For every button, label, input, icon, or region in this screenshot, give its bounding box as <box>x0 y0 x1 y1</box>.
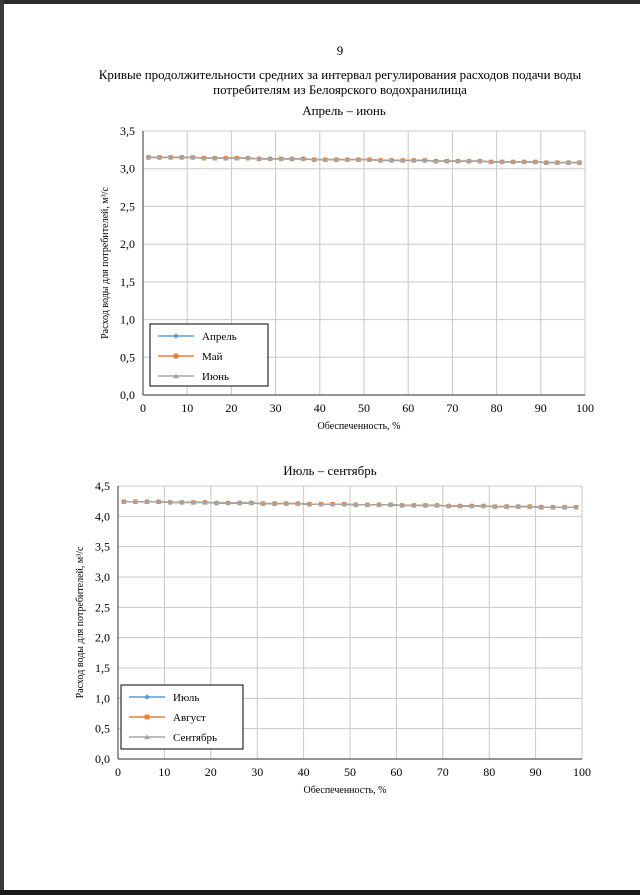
c1-x-tick-label: 50 <box>358 401 370 415</box>
c2-y-axis-label: Расход воды для потребителей, м³/с <box>75 546 86 699</box>
c1-y-tick-label: 1,0 <box>120 312 135 327</box>
c1-x-tick-label: 0 <box>140 401 146 415</box>
c1-x-tick-label: 30 <box>269 401 282 415</box>
c2-y-tick-label: 1,5 <box>95 661 110 675</box>
scan-border-top <box>0 0 640 4</box>
page-title <box>60 67 620 97</box>
c2-x-tick-label: 0 <box>115 765 121 779</box>
c1-y-axis-label: Расход воды для потребителей, м³/с <box>100 187 111 339</box>
c1-x-tick-label: 90 <box>534 401 547 415</box>
c2-y-tick-label: 0,5 <box>95 721 110 736</box>
c2-x-tick-label: 30 <box>251 765 264 779</box>
c2-legend-label: Июль <box>173 692 200 704</box>
c2-x-tick-label: 100 <box>573 765 591 779</box>
c1-y-tick-label: 3,5 <box>120 124 135 138</box>
c2-y-tick-label: 4,5 <box>95 479 110 493</box>
c1-x-tick-label: 70 <box>446 401 459 415</box>
c1-y-tick-label: 1,5 <box>120 274 135 289</box>
page-title-line-1: Кривые продолжительности средних за интервал регулирования расходов подачи воды <box>98 67 582 82</box>
c2-x-tick-label: 10 <box>158 765 171 779</box>
c1-y-tick-label: 0,0 <box>120 388 135 402</box>
c2-x-tick-label: 90 <box>529 765 542 779</box>
c2-y-tick-label: 0,0 <box>95 752 110 766</box>
c2-legend-label: Сентябрь <box>173 732 218 744</box>
c2-y-tick-label: 2,0 <box>95 630 110 645</box>
c1-x-tick-label: 10 <box>181 401 194 415</box>
page-title-line-2: потребителям из Белоярского водохранилища <box>213 82 467 97</box>
c1-y-tick-label: 2,5 <box>120 199 135 214</box>
c1-x-tick-label: 40 <box>313 401 326 415</box>
c1-x-tick-label: 60 <box>402 401 415 415</box>
c1-legend-label: Май <box>202 351 223 363</box>
c2-legend-label: Август <box>173 712 206 724</box>
c2-x-tick-label: 40 <box>297 765 310 779</box>
c2-x-tick-label: 70 <box>436 765 449 779</box>
c1-y-tick-label: 2,0 <box>120 237 135 252</box>
c2-x-tick-label: 80 <box>483 765 496 779</box>
c1-y-tick-label: 3,0 <box>120 161 135 176</box>
chart-july-september <box>0 460 640 800</box>
c2-x-tick-label: 20 <box>204 765 217 779</box>
scan-border-bottom <box>0 890 640 895</box>
c2-x-tick-label: 60 <box>390 765 403 779</box>
c2-y-tick-label: 4,0 <box>95 509 110 524</box>
chart-april-june <box>0 100 640 435</box>
c1-x-axis-label: Обеспеченность, % <box>317 421 401 432</box>
page-number: 9 <box>336 43 344 58</box>
c2-y-tick-label: 1,0 <box>95 691 110 706</box>
c2-y-tick-label: 3,0 <box>95 570 110 584</box>
c2-legend-marker <box>145 715 150 720</box>
c1-x-tick-label: 100 <box>576 401 594 415</box>
c2-y-tick-label: 3,5 <box>95 539 110 554</box>
c2-x-tick-label: 50 <box>344 765 356 779</box>
c1-y-tick-label: 0,5 <box>120 350 135 365</box>
c1-legend-label: Апрель <box>202 331 237 343</box>
c1-legend-marker <box>174 354 179 359</box>
c1-chart-title: Апрель – июнь <box>302 103 386 118</box>
c2-chart-title: Июль – сентябрь <box>283 463 377 478</box>
c1-x-tick-label: 20 <box>225 401 238 415</box>
c1-legend-label: Июнь <box>202 371 230 383</box>
c1-x-tick-label: 80 <box>490 401 503 415</box>
c2-y-tick-label: 2,5 <box>95 600 110 615</box>
c2-x-axis-label: Обеспеченность, % <box>303 785 387 796</box>
